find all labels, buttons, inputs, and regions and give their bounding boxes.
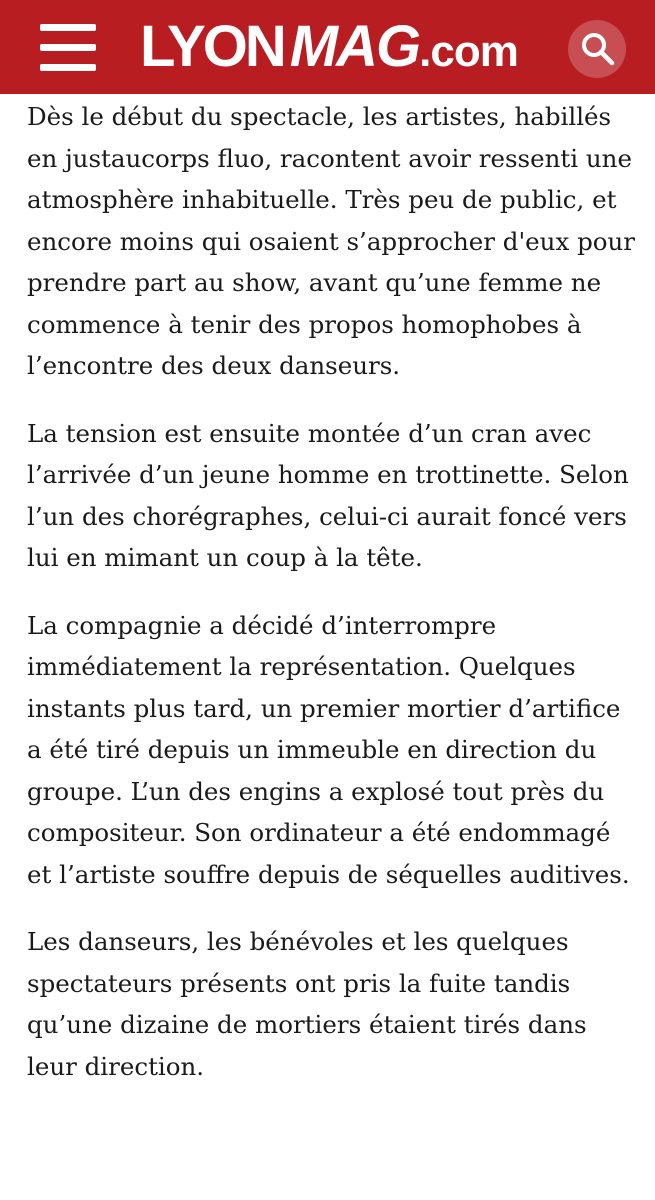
menu-bar-bottom [40, 64, 96, 71]
article-paragraph: Les danseurs, les bénévoles et les quelques spectateurs présents ont pris la fuite tandis qu’une dizaine de mortiers étaient tirés dans leur direction. [27, 927, 587, 1081]
hamburger-menu-icon[interactable] [40, 24, 96, 72]
article-paragraph: La tension est ensuite montée d’un cran avec l’arrivée d’un jeune homme en trottinette. Selon l’un des chorégraphes, celui-ci aurait foncé vers lui en mimant un coup à la tête. [27, 418, 629, 572]
logo-dotcom-text: .com [419, 27, 518, 76]
menu-bar-top [40, 24, 96, 31]
search-button[interactable] [568, 20, 626, 78]
search-icon [580, 31, 616, 67]
article-paragraph: Dès le début du spectacle, les artistes, habillés en justaucorps fluo, racontent avoir ressenti une atmosphère inhabituelle. Très peu de public, et encore moins qui osaient s’approcher d'eux pour prendre part au show, avant qu’une femme ne commence à tenir des propos homophobes à l’encontre des deux danseurs. [27, 102, 635, 380]
menu-bar-middle [40, 44, 96, 51]
article-paragraph: La compagnie a décidé d’interrompre immédiatement la représentation. Quelques instants plus tard, un premier mortier d’artifice a été tiré depuis un immeuble en direction du groupe. L’un des engins a explosé tout près du compositeur. Son ordinateur a été endommagé et l’artiste souffre depuis de séquelles auditives. [27, 610, 630, 889]
logo-mag-text: MAG [289, 14, 420, 79]
logo-lyon-text: LYON [140, 14, 284, 79]
site-header [0, 0, 655, 94]
site-logo[interactable] [140, 12, 518, 82]
article-body [27, 96, 635, 1113]
